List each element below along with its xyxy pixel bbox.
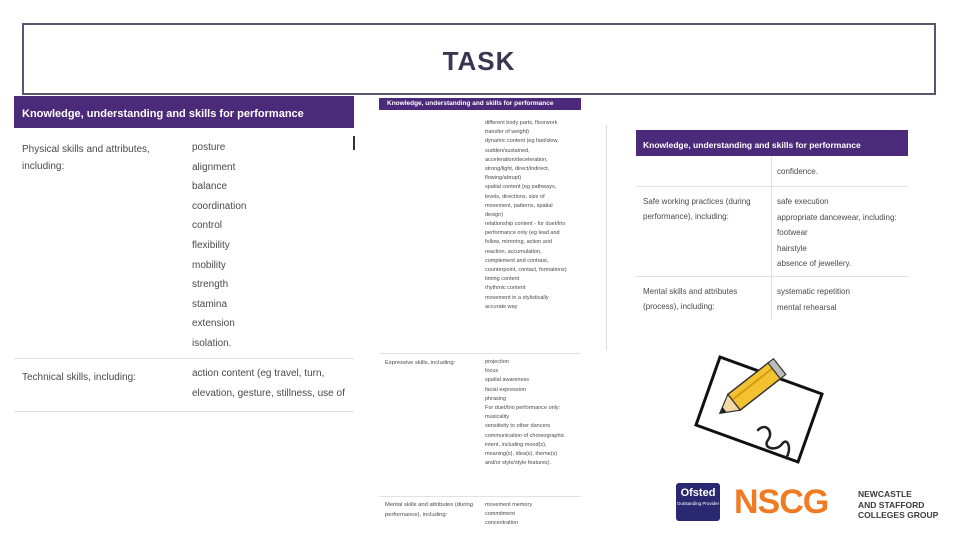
list-item: extension [192, 318, 235, 330]
list-item: follow, mirroring, action and [485, 239, 552, 246]
list-item: timing content [485, 276, 520, 283]
list-item: appropriate dancewear, including: [777, 212, 897, 222]
list-item: transfer of weight) [485, 129, 530, 136]
spec-table-panel-2 [379, 98, 581, 538]
table-row [379, 110, 581, 353]
list-item: reaction, accumulation, [485, 248, 542, 255]
list-item: spatial content (eg pathways, [485, 184, 557, 191]
list-item: phrasing [485, 395, 507, 402]
list-item: sensitivity to other dancers [485, 423, 551, 430]
table-header: Knowledge, understanding and skills for performance [14, 96, 354, 128]
list-item: mobility [192, 259, 226, 271]
table-row [379, 353, 581, 496]
list-item: movement in a stylistically [485, 294, 549, 301]
list-item: commitment [485, 511, 515, 518]
list-item: confidence. [777, 167, 818, 176]
list-item: rhythmic content [485, 285, 526, 292]
list-item: coordination [192, 200, 247, 212]
list-item: isolation. [192, 337, 232, 349]
list-item: flexibility [192, 239, 230, 251]
table-row [14, 138, 354, 366]
nscg-logo: NSCG [734, 483, 829, 521]
list-item: relationship content - for duet/trio [485, 221, 566, 228]
list-item: facial expression [485, 386, 526, 393]
college-name-line: COLLEGES GROUP [858, 510, 939, 520]
table-row [636, 276, 908, 320]
ofsted-name: Ofsted [680, 487, 716, 499]
list-item: safe execution [777, 197, 829, 206]
list-item: systematic repetition [777, 287, 850, 296]
college-name-line: NEWCASTLE [858, 489, 912, 499]
item-list [777, 284, 850, 315]
list-item: balance [192, 181, 228, 193]
row-label: Safe working practices (during performance), including: [643, 197, 751, 221]
list-item: intent, including mood(s), [485, 441, 547, 448]
item-list [777, 164, 818, 180]
list-item: footwear [777, 228, 808, 238]
row-label: Mental skills and attributes (during performance), including: [385, 502, 473, 518]
list-item: control [192, 220, 223, 232]
spec-table-panel-3 [636, 130, 908, 320]
list-item: For duet/trio performance only: [485, 404, 561, 411]
slide-title: TASK [442, 46, 516, 76]
item-list [192, 138, 246, 354]
item-list [192, 364, 345, 403]
list-item: focus [485, 368, 499, 375]
list-item: movement memory [485, 502, 533, 508]
ofsted-tagline: Outstanding Provider [676, 501, 720, 506]
item-list [485, 119, 567, 312]
table-row [636, 186, 908, 275]
list-item: sudden/sustained, [485, 147, 530, 154]
table-header: Knowledge, understanding and skills for performance [636, 130, 908, 156]
table-row [14, 358, 354, 413]
list-item: dynamic content (eg fast/slow, [485, 138, 559, 145]
list-item: complement and contrast, [485, 257, 549, 264]
list-item: posture [192, 142, 226, 153]
pencil-icon [690, 352, 830, 467]
list-item: hairstyle [777, 243, 807, 253]
list-item: and/or style/style features). [485, 460, 552, 467]
list-item: musicality [485, 414, 510, 421]
list-item: elevation, gesture, stillness, use of [192, 387, 345, 399]
ofsted-logo [676, 483, 720, 521]
row-label: Mental skills and attributes (process), including: [643, 287, 738, 311]
divider [353, 136, 355, 150]
divider [606, 125, 607, 350]
row-label: Technical skills, including: [22, 372, 136, 383]
table-row [636, 164, 908, 184]
list-item: absence of jewellery. [777, 259, 852, 269]
list-item: movement, patterns, spatial [485, 202, 553, 209]
college-name [858, 489, 938, 521]
list-item: concentration [485, 520, 519, 527]
list-item: strong/light, direct/indirect, [485, 165, 550, 172]
spec-table-panel-1 [14, 96, 354, 416]
table-header: Knowledge, understanding and skills for performance [379, 98, 581, 110]
row-label: Physical skills and attributes, including: [22, 144, 150, 172]
list-item: strength [192, 279, 229, 291]
list-item: different body parts, floorwork [485, 120, 558, 126]
college-name-line: AND STAFFORD [858, 499, 925, 510]
list-item: design) [485, 211, 504, 218]
row-label: Expressive skills, including: [385, 360, 456, 366]
table-row [379, 496, 581, 538]
divider [14, 411, 354, 412]
list-item: counterpoint, contact, formations) [485, 267, 567, 273]
list-item: mental rehearsal [777, 302, 837, 312]
list-item: spatial awareness [485, 377, 530, 384]
list-item: acceleration/deceleration, [485, 156, 548, 163]
item-list [485, 501, 532, 529]
list-item: accurate way [485, 303, 518, 310]
list-item: flowing/abrupt) [485, 175, 522, 182]
item-list [485, 358, 565, 468]
list-item: stamina [192, 298, 228, 310]
list-item: alignment [192, 161, 236, 173]
item-list [777, 194, 897, 272]
list-item: communication of choreographic [485, 432, 565, 439]
list-item: projection [485, 359, 509, 365]
list-item: action content (eg travel, turn, [192, 368, 325, 379]
list-item: meaning(s), idea(s), theme(s) [485, 450, 558, 457]
title-box [22, 23, 936, 95]
list-item: levels, directions, size of [485, 193, 545, 200]
list-item: performance only (eg lead and [485, 230, 560, 237]
